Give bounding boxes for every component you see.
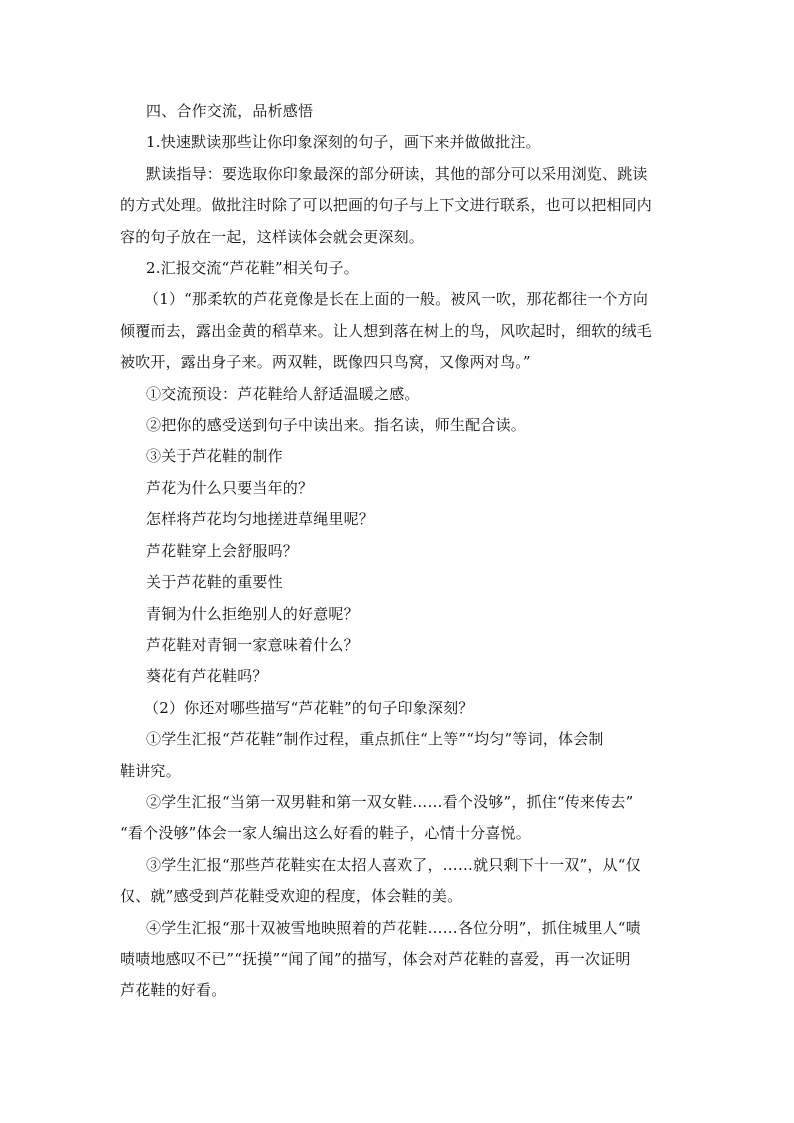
list-item-continuation: “看个没够”体会一家人编出这么好看的鞋子，心情十分喜悦。 [120, 824, 531, 843]
list-item: ②把你的感受送到句子中读出来。指名读，师生配合读。 [146, 416, 527, 435]
paragraph-line: （2）你还对哪些描写“芦花鞋”的句子印象深刻？ [144, 698, 474, 717]
list-item: ③学生汇报“那些芦花鞋实在太招人喜欢了，……就只剩下十一双”，从“仅 [146, 855, 641, 874]
question-line: 怎样将芦花均匀地搓进草绳里呢？ [146, 510, 375, 529]
question-line: 芦花为什么只要当年的？ [146, 478, 314, 497]
subheading-line: 关于芦花鞋的重要性 [146, 573, 283, 592]
document-page [120, 96, 680, 1007]
paragraph-line: 的方式处理。做批注时除了可以把画的句子与上下文进行联系，也可以把相同内 [120, 196, 653, 215]
list-item-continuation: 仅、就”感受到芦花鞋受欢迎的程度，体会鞋的美。 [120, 887, 463, 906]
question-line: 青铜为什么拒绝别人的好意呢？ [146, 604, 359, 623]
question-line: 芦花鞋穿上会舒服吗？ [146, 541, 299, 560]
list-item: ④学生汇报“那十双被雪地映照着的芦花鞋……各位分明”，抓住城里人“啧 [146, 918, 641, 937]
list-item-continuation: 啧啧地感叹不已”“抚摸”“闻了闻”的描写，体会对芦花鞋的喜爱，再一次证明 [120, 949, 631, 968]
paragraph-line: 1.快速默读那些让你印象深刻的句子，画下来并做做批注。 [146, 133, 541, 152]
list-item: ①学生汇报“芦花鞋”制作过程，重点抓住“上等”“均匀”等词，体会制 [146, 730, 604, 749]
list-item-continuation: 芦花鞋的好看。 [120, 981, 227, 1000]
question-line: 芦花鞋对青铜一家意味着什么？ [146, 635, 359, 654]
paragraph-line: 2.汇报交流“芦花鞋”相关句子。 [146, 259, 359, 278]
quote-line: （1）“那柔软的芦花竟像是长在上面的一般。被风一吹，那花都往一个方向 [144, 290, 649, 309]
section-heading: 四、合作交流，品析感悟 [146, 102, 314, 120]
list-item-continuation: 鞋讲究。 [120, 761, 181, 780]
quote-line: 被吹开，露出身子来。两双鞋，既像四只鸟窝，又像两对鸟。” [120, 353, 531, 372]
paragraph-line: 容的句子放在一起，这样读体会就会更深刻。 [120, 227, 425, 246]
list-item: ②学生汇报“当第一双男鞋和第一双女鞋……看个没够”，抓住“传来传去” [146, 792, 634, 811]
list-item: ③关于芦花鞋的制作 [146, 447, 283, 466]
question-line: 葵花有芦花鞋吗？ [146, 667, 268, 686]
quote-line: 倾覆而去，露出金黄的稻草来。让人想到落在树上的鸟，风吹起时，细软的绒毛 [120, 321, 653, 340]
paragraph-line: 默读指导：要选取你印象最深的部分研读，其他的部分可以采用浏览、跳读 [146, 164, 648, 183]
list-item: ①交流预设：芦花鞋给人舒适温暖之感。 [146, 384, 420, 403]
